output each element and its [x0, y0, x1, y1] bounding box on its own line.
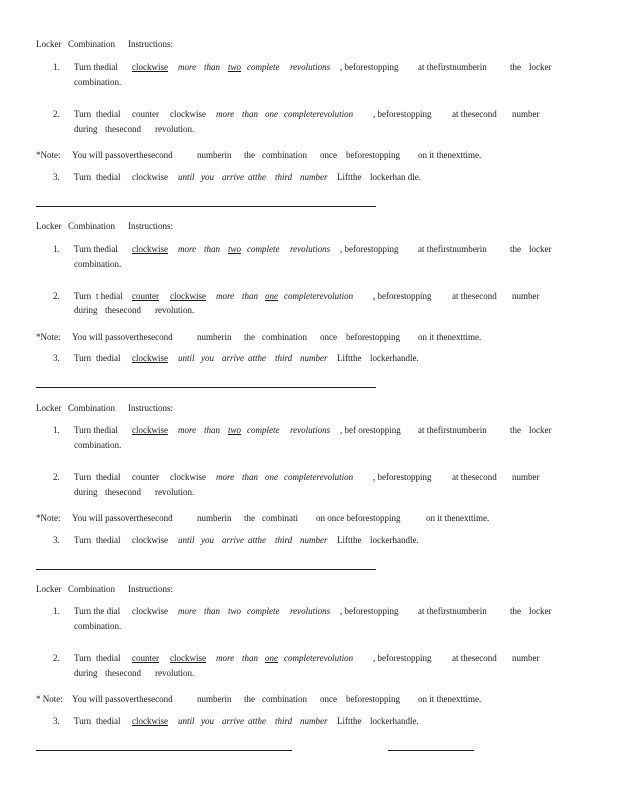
note-text: beforestopping [346, 694, 400, 704]
step-text: you [201, 353, 214, 363]
step-text: thedial [96, 472, 121, 482]
step-text: thedial [96, 535, 121, 545]
step-text: locker [529, 244, 552, 254]
step-direction: clockwise [132, 353, 168, 363]
step-direction: clockwise [132, 535, 168, 545]
heading-word: Instructions: [128, 39, 173, 49]
step-text: the [510, 62, 521, 72]
step-text: the [510, 606, 521, 616]
step-direction: clockwise [132, 244, 168, 254]
note-text: numberin [197, 150, 232, 160]
step-direction: clockwise [132, 716, 168, 726]
step-text: Liftthe [337, 535, 362, 545]
step-text: at thesecond [452, 472, 497, 482]
step-number: 1. [53, 62, 60, 72]
step-text: revolution. [155, 668, 195, 678]
step-text: complete [247, 62, 280, 72]
step-text: Turn [74, 172, 92, 182]
step-text: number [300, 716, 328, 726]
instruction-block-4 [0, 546, 618, 726]
step-number: 2. [53, 291, 60, 301]
note-label: *Note: [36, 150, 61, 160]
step-text: completerevolution [284, 472, 354, 482]
step-text: more [216, 109, 235, 119]
step-text: atthe [248, 172, 266, 182]
step-text: than [242, 653, 259, 663]
note-text: combination [262, 150, 307, 160]
heading-word: Instructions: [128, 584, 173, 594]
step-text: number [300, 535, 328, 545]
step-number: 2. [53, 653, 60, 663]
step-text: revolutions [290, 244, 331, 254]
note-text: the [244, 150, 255, 160]
step-text: atthe [248, 716, 266, 726]
note-text: You will passoverthesecond [72, 694, 173, 704]
step-direction: counter [132, 472, 159, 482]
step-text: , beforestopping [340, 606, 399, 616]
step-direction: clockwise [170, 653, 206, 663]
step-text: lockerhandle. [370, 716, 419, 726]
step-text: thedial [96, 653, 121, 663]
note-text: on it thenexttime. [418, 332, 482, 342]
step-direction: clockwise [170, 472, 206, 482]
step-text: more [178, 425, 197, 435]
instruction-block-3 [0, 364, 618, 544]
step-count: two [228, 244, 242, 254]
step-text: combination. [74, 440, 122, 450]
step-number: 3. [53, 353, 60, 363]
step-text: at thefirstnumberin [418, 244, 487, 254]
note-text: numberin [197, 332, 232, 342]
step-text: at thesecond [452, 291, 497, 301]
step-text: revolution. [155, 487, 195, 497]
step-text: you [201, 172, 214, 182]
step-text: number [300, 353, 328, 363]
step-count: one [265, 472, 278, 482]
step-text: than [242, 472, 259, 482]
note-text: numberin [197, 513, 232, 523]
step-text: lockerhan dle. [370, 172, 421, 182]
step-text: more [178, 62, 197, 72]
step-count: two [228, 606, 242, 616]
heading-word: Combination [68, 584, 115, 594]
step-text: at thefirstnumberin [418, 62, 487, 72]
note-text: the [244, 694, 255, 704]
step-text: completerevolution [284, 109, 354, 119]
step-text: Turn the dial [74, 606, 121, 616]
note-text: once [320, 332, 337, 342]
step-count: one [265, 653, 278, 663]
step-text: Turn thedial [74, 62, 118, 72]
step-text: until [178, 716, 195, 726]
step-text: t hedial [96, 291, 123, 301]
heading-word: Instructions: [128, 221, 173, 231]
step-text: combination. [74, 621, 122, 631]
step-text: Turn [74, 353, 92, 363]
step-text: thesecond [105, 487, 141, 497]
step-count: two [228, 62, 242, 72]
step-direction: clockwise [132, 62, 168, 72]
step-text: Turn [74, 109, 92, 119]
step-text: arrive [222, 172, 244, 182]
step-text: locker [529, 606, 552, 616]
step-text: thedial [96, 172, 121, 182]
step-number: 2. [53, 109, 60, 119]
step-text: , beforestopping [373, 109, 432, 119]
step-text: , beforestopping [340, 62, 399, 72]
heading-word: Combination [68, 39, 115, 49]
heading-word: Locker [36, 221, 62, 231]
step-text: than [242, 291, 259, 301]
step-number: 1. [53, 244, 60, 254]
step-number: 1. [53, 425, 60, 435]
step-text: Turn [74, 716, 92, 726]
step-text: Turn [74, 653, 92, 663]
instruction-block-1 [0, 0, 618, 180]
step-text: third [275, 353, 293, 363]
note-text: on it thenexttime. [418, 694, 482, 704]
step-text: during [74, 668, 98, 678]
step-text: more [216, 472, 235, 482]
step-text: third [275, 172, 293, 182]
step-text: number [512, 653, 540, 663]
heading-word: Locker [36, 584, 62, 594]
step-text: during [74, 305, 98, 315]
note-label: *Note: [36, 513, 61, 523]
step-text: more [216, 291, 235, 301]
step-text: atthe [248, 535, 266, 545]
note-text: on once beforestopping [316, 513, 401, 523]
step-text: you [201, 716, 214, 726]
step-text: Turn thedial [74, 244, 118, 254]
step-text: complete [247, 244, 280, 254]
step-text: combination. [74, 77, 122, 87]
step-text: at thefirstnumberin [418, 606, 487, 616]
step-text: , beforestopping [373, 291, 432, 301]
step-text: Liftthe [337, 172, 362, 182]
step-text: locker [529, 62, 552, 72]
note-text: You will passoverthesecond [72, 332, 173, 342]
step-text: Turn [74, 535, 92, 545]
step-text: revolutions [290, 62, 331, 72]
step-text: , beforestopping [373, 472, 432, 482]
step-text: than [204, 606, 221, 616]
step-text: revolution. [155, 124, 195, 134]
step-text: atthe [248, 353, 266, 363]
step-text: revolutions [290, 425, 331, 435]
step-text: you [201, 535, 214, 545]
step-text: arrive [222, 535, 244, 545]
step-text: during [74, 487, 98, 497]
step-direction: clockwise [170, 109, 206, 119]
separator-line [36, 750, 292, 751]
step-text: the [510, 425, 521, 435]
step-count: one [265, 109, 278, 119]
step-text: thesecond [105, 668, 141, 678]
step-direction: counter [132, 109, 159, 119]
step-text: , beforestopping [340, 244, 399, 254]
step-text: at thesecond [452, 653, 497, 663]
step-direction: clockwise [132, 172, 168, 182]
step-text: Liftthe [337, 716, 362, 726]
note-text: combinati [262, 513, 298, 523]
step-text: , bef orestopping [340, 425, 401, 435]
step-text: complete [247, 425, 280, 435]
step-text: more [178, 244, 197, 254]
step-text: completerevolution [284, 291, 354, 301]
step-count: two [228, 425, 242, 435]
step-text: than [204, 62, 221, 72]
step-count: one [265, 291, 278, 301]
step-direction: clockwise [132, 606, 168, 616]
step-text: Turn thedial [74, 425, 118, 435]
step-number: 3. [53, 172, 60, 182]
step-text: thedial [96, 109, 121, 119]
note-label: * Note: [36, 694, 63, 704]
step-text: number [300, 172, 328, 182]
heading-word: Combination [68, 403, 115, 413]
note-text: You will passoverthesecond [72, 150, 173, 160]
heading-word: Combination [68, 221, 115, 231]
step-text: more [178, 606, 197, 616]
note-text: combination [262, 332, 307, 342]
step-text: , beforestopping [373, 653, 432, 663]
step-text: thesecond [105, 305, 141, 315]
note-text: once [320, 694, 337, 704]
step-number: 2. [53, 472, 60, 482]
note-text: combination [262, 694, 307, 704]
step-text: number [512, 109, 540, 119]
step-text: until [178, 353, 195, 363]
step-text: locker [529, 425, 552, 435]
note-text: on it thenexttime. [418, 150, 482, 160]
step-text: Turn [74, 291, 92, 301]
step-direction: counter [132, 653, 159, 663]
step-text: arrive [222, 716, 244, 726]
step-text: more [216, 653, 235, 663]
heading-word: Instructions: [128, 403, 173, 413]
step-text: number [512, 472, 540, 482]
note-text: once [320, 150, 337, 160]
step-text: during [74, 124, 98, 134]
note-text: You will passoverthesecond [72, 513, 173, 523]
step-text: lockerhandle. [370, 353, 419, 363]
step-text: until [178, 535, 195, 545]
step-text: Turn [74, 472, 92, 482]
note-text: the [244, 513, 255, 523]
heading-word: Locker [36, 39, 62, 49]
step-text: thesecond [105, 124, 141, 134]
step-text: at thefirstnumberin [418, 425, 487, 435]
note-text: on it thenexttime. [426, 513, 490, 523]
step-text: combination. [74, 259, 122, 269]
note-text: the [244, 332, 255, 342]
step-text: thedial [96, 353, 121, 363]
step-number: 3. [53, 716, 60, 726]
instruction-block-2 [0, 182, 618, 362]
step-direction: clockwise [132, 425, 168, 435]
step-text: Liftthe [337, 353, 362, 363]
step-number: 3. [53, 535, 60, 545]
separator-line-short [388, 750, 474, 751]
step-text: lockerhandle. [370, 535, 419, 545]
step-text: complete [247, 606, 280, 616]
step-text: than [204, 425, 221, 435]
step-text: than [242, 109, 259, 119]
step-text: the [510, 244, 521, 254]
step-text: at thesecond [452, 109, 497, 119]
step-direction: clockwise [170, 291, 206, 301]
step-text: revolutions [290, 606, 331, 616]
step-text: until [178, 172, 195, 182]
heading-word: Locker [36, 403, 62, 413]
note-text: beforestopping [346, 150, 400, 160]
note-label: *Note: [36, 332, 61, 342]
step-direction: counter [132, 291, 159, 301]
step-number: 1. [53, 606, 60, 616]
note-text: numberin [197, 694, 232, 704]
step-text: third [275, 535, 293, 545]
note-text: beforestopping [346, 332, 400, 342]
step-text: thedial [96, 716, 121, 726]
step-text: number [512, 291, 540, 301]
step-text: arrive [222, 353, 244, 363]
step-text: third [275, 716, 293, 726]
step-text: revolution. [155, 305, 195, 315]
step-text: than [204, 244, 221, 254]
step-text: completerevolution [284, 653, 354, 663]
